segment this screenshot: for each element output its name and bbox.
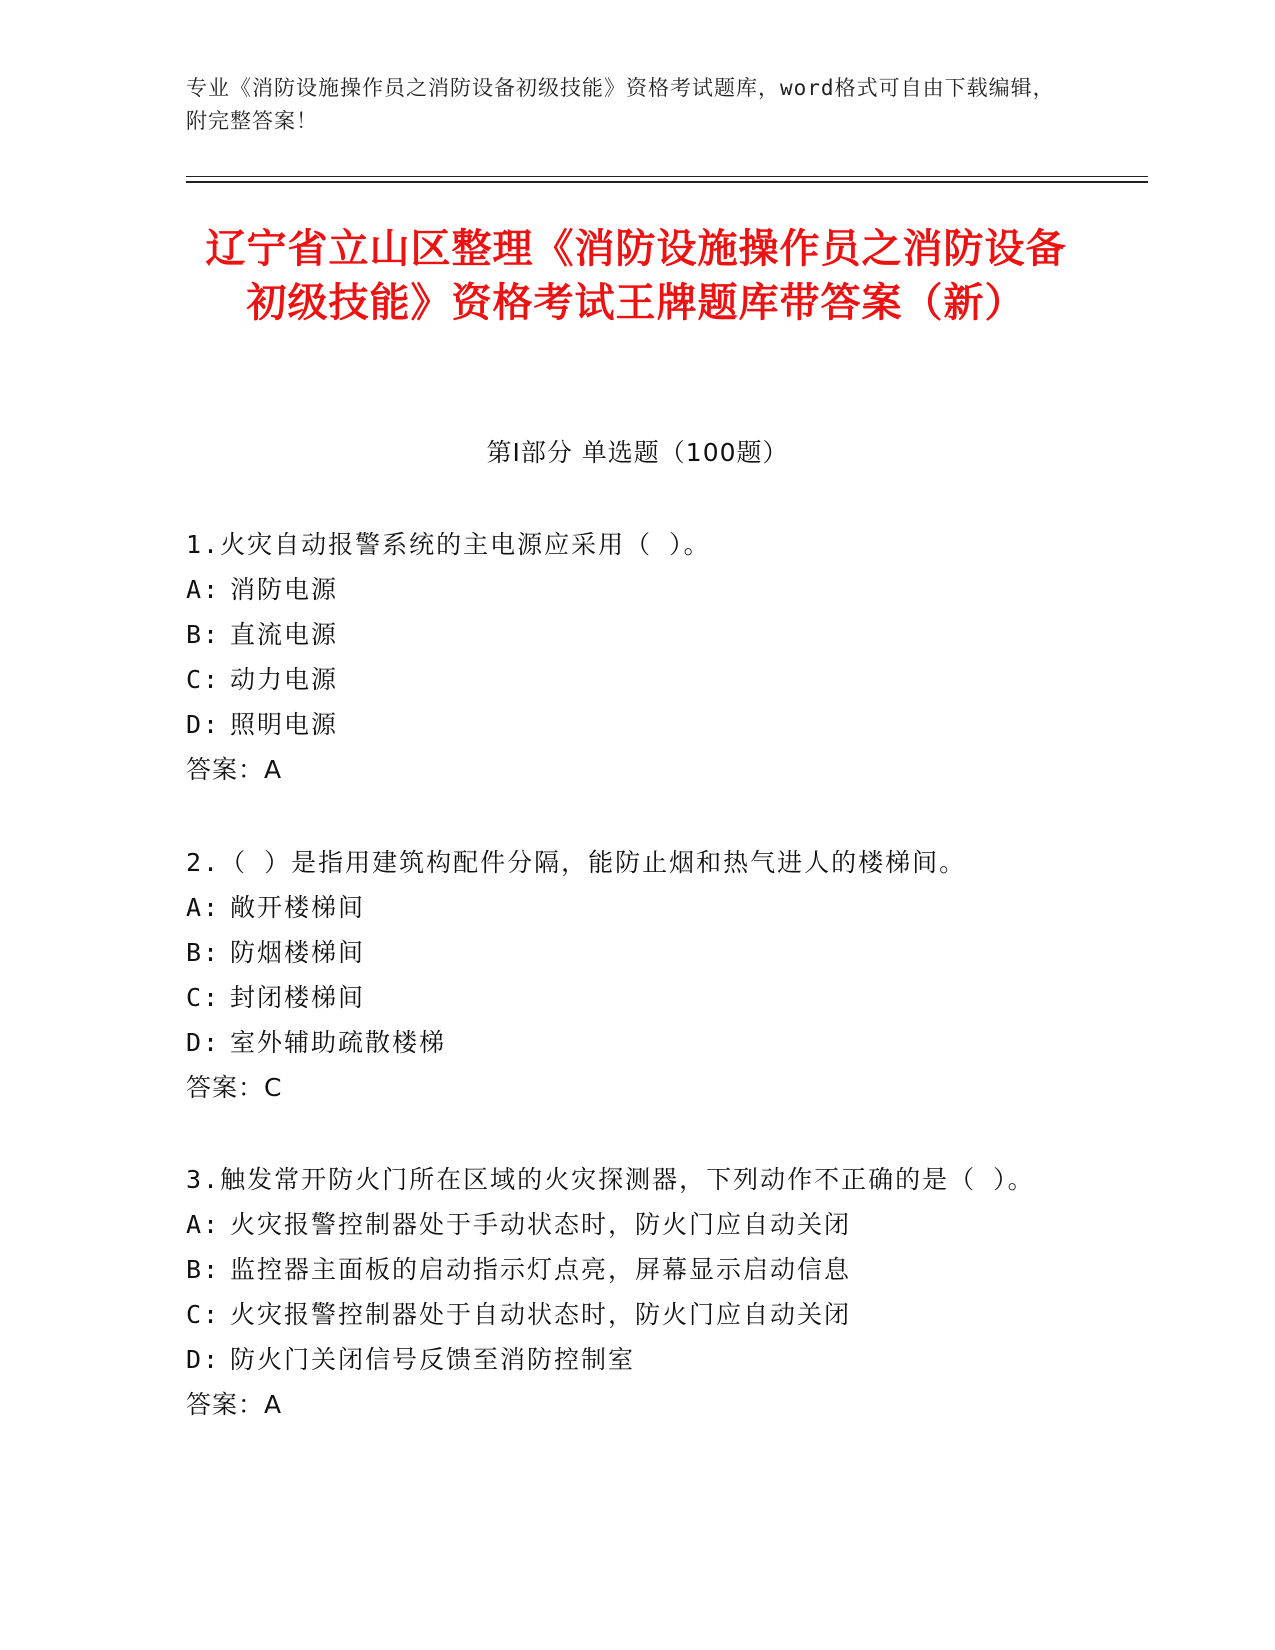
option-text: 防火门关闭信号反馈至消防控制室: [230, 1345, 636, 1374]
question-2: [186, 840, 1066, 1110]
option-text: 照明电源: [230, 710, 339, 739]
question-answer: 答案：C: [186, 1073, 283, 1102]
option-a: [186, 1202, 1066, 1247]
question-stem: 2.（ ）是指用建筑构配件分隔，能防止烟和热气进人的楼梯间。: [186, 848, 967, 877]
option-text: 动力电源: [230, 665, 339, 694]
option-c: [186, 975, 1066, 1020]
option-b: [186, 612, 1066, 657]
option-a: [186, 567, 1066, 612]
section-title: 第Ⅰ部分 单选题（100题）: [486, 438, 789, 467]
option-text: 封闭楼梯间: [230, 983, 366, 1012]
question-3: [186, 1157, 1066, 1427]
option-text: 火灾报警控制器处于手动状态时，防火门应自动关闭: [230, 1210, 852, 1239]
option-text: 室外辅助疏散楼梯: [230, 1028, 447, 1057]
option-letter: D:: [186, 710, 221, 739]
option-letter: C:: [186, 665, 221, 694]
option-letter: A:: [186, 1210, 221, 1239]
option-text: 消防电源: [230, 575, 339, 604]
option-text: 敞开楼梯间: [230, 893, 366, 922]
option-text: 监控器主面板的启动指示灯点亮，屏幕显示启动信息: [230, 1255, 852, 1284]
document-title: 辽宁省立山区整理《消防设施操作员之消防设备初级技能》资格考试王牌题库带答案（新）: [205, 226, 1067, 326]
question-1: [186, 522, 1066, 792]
question-stem: 1.火灾自动报警系统的主电源应采用（ ）。: [186, 530, 711, 559]
option-text: 防烟楼梯间: [230, 938, 366, 967]
option-letter: B:: [186, 1255, 221, 1284]
option-c: [186, 1292, 1066, 1337]
header-divider-thick: [186, 181, 1148, 183]
option-a: [186, 885, 1066, 930]
option-letter: C:: [186, 983, 221, 1012]
option-letter: C:: [186, 1300, 221, 1329]
option-text: 直流电源: [230, 620, 339, 649]
option-letter: B:: [186, 620, 221, 649]
option-d: [186, 1020, 1066, 1065]
question-answer: 答案：A: [186, 1390, 283, 1419]
option-d: [186, 702, 1066, 747]
option-letter: A:: [186, 893, 221, 922]
header-divider-thin: [186, 176, 1148, 177]
option-b: [186, 930, 1066, 975]
header-note: 专业《消防设施操作员之消防设备初级技能》资格考试题库，word格式可自由下载编辑，附完整答案！: [186, 76, 1055, 133]
option-letter: A:: [186, 575, 221, 604]
question-answer: 答案：A: [186, 755, 283, 784]
option-b: [186, 1247, 1066, 1292]
option-text: 火灾报警控制器处于自动状态时，防火门应自动关闭: [230, 1300, 852, 1329]
option-letter: D:: [186, 1345, 221, 1374]
option-c: [186, 657, 1066, 702]
option-letter: D:: [186, 1028, 221, 1057]
option-d: [186, 1337, 1066, 1382]
question-stem: 3.触发常开防火门所在区域的火灾探测器，下列动作不正确的是（ ）。: [186, 1165, 1035, 1194]
option-letter: B:: [186, 938, 221, 967]
